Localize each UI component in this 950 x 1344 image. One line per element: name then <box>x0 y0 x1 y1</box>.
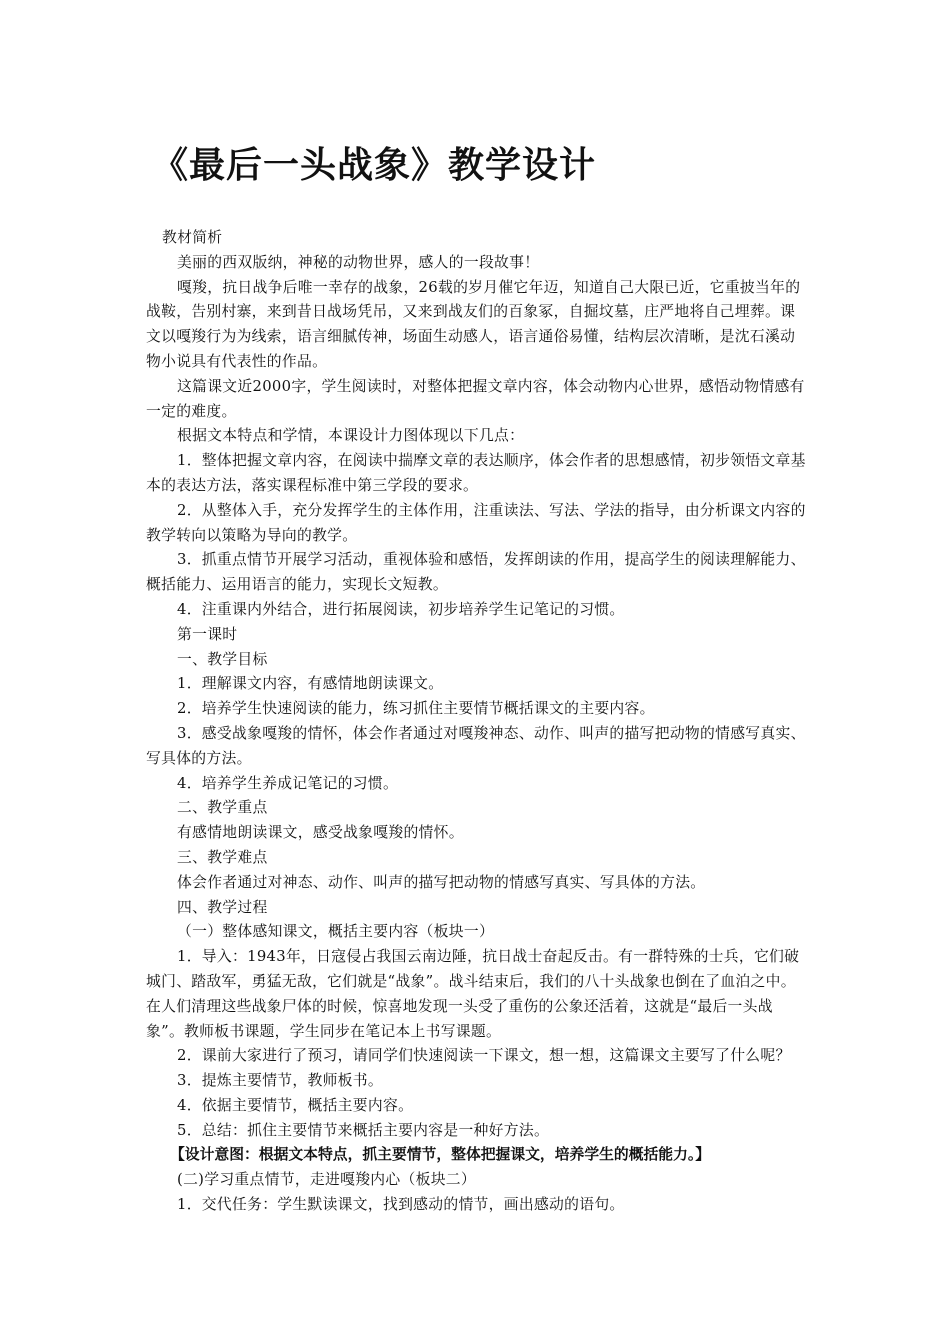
paragraph: 1．整体把握文章内容，在阅读中揣摩文章的表达顺序，体会作者的思想感情，初步领悟文章基本的表达方法，落实课程标准中第三学段的要求。 <box>146 452 806 494</box>
paragraph: 5．总结：抓住主要情节来概括主要内容是一种好方法。 <box>177 1121 550 1139</box>
paragraph: 二、教学重点 <box>177 799 268 817</box>
paragraph: 1．交代任务：学生默读课文，找到感动的情节，画出感动的语句。 <box>177 1196 625 1214</box>
paragraph: 一、教学目标 <box>177 650 268 668</box>
document-title: 《最后一头战象》教学设计 <box>152 145 597 186</box>
paragraph: 根据文本特点和学情，本课设计力图体现以下几点： <box>177 427 525 445</box>
paragraph: 2．从整体入手，充分发挥学生的主体作用，注重读法、写法、学法的指导，由分析课文内容的教学转向以策略为导向的教学。 <box>146 501 806 544</box>
paragraph: 教材简析 <box>162 229 223 246</box>
document-body <box>146 226 810 1218</box>
paragraph: 4．依据主要情节，概括主要内容。 <box>177 1096 414 1114</box>
paragraph: (二)学习重点情节，走进嘎羧内心（板块二） <box>177 1171 476 1189</box>
paragraph: 美丽的西双版纳，神秘的动物世界，感人的一段故事！ <box>177 253 540 271</box>
paragraph: 3．感受战象嘎羧的情怀，体会作者通过对嘎羧神态、动作、叫声的描写把动物的情感写真实、写具体的方法。 <box>146 724 806 767</box>
paragraph: 第一课时 <box>177 625 238 643</box>
paragraph: 体会作者通过对神态、动作、叫声的描写把动物的情感写真实、写具体的方法。 <box>177 873 706 891</box>
paragraph: 4．注重课内外结合，进行拓展阅读，初步培养学生记笔记的习惯。 <box>177 600 625 618</box>
paragraph: 这篇课文近2000字，学生阅读时，对整体把握文章内容，体会动物内心世界，感悟动物情感有一定的难度。 <box>146 377 805 420</box>
paragraph: 嘎羧，抗日战争后唯一幸存的战象，26载的岁月催它年迈，知道自己大限已近，它重披当年的战鞍，告别村寨，来到昔日战场凭吊，又来到战友们的百象冢，自掘坟墓，庄严地将自己埋葬。课文以嘎羧行为为线索，语言细腻传神，场面生动感人，语言通俗易懂，结构层次清晰，是沈石溪动物小说具有代表性的作品。 <box>146 278 801 370</box>
paragraph: 3．抓重点情节开展学习活动，重视体验和感悟，发挥朗读的作用，提高学生的阅读理解能力、概括能力、运用语言的能力，实现长文短教。 <box>146 551 806 594</box>
paragraph: 2．培养学生快速阅读的能力，练习抓住主要情节概括课文的主要内容。 <box>177 700 655 718</box>
paragraph: 3．提炼主要情节，教师板书。 <box>177 1072 383 1090</box>
paragraph: 4．培养学生养成记笔记的习惯。 <box>177 774 399 792</box>
paragraph: 有感情地朗读课文，感受战象嘎羧的情怀。 <box>177 824 464 842</box>
paragraph: （一）整体感知课文，概括主要内容（板块一） <box>177 923 495 941</box>
paragraph: 三、教学难点 <box>177 848 268 866</box>
paragraph: 1．理解课文内容，有感情地朗读课文。 <box>177 675 444 693</box>
design-intent-note: 【设计意图：根据文本特点，抓主要情节，整体把握课文，培养学生的概括能力。】 <box>170 1146 711 1164</box>
paragraph: 2．课前大家进行了预习，请同学们快速阅读一下课文，想一想，这篇课文主要写了什么呢？ <box>177 1047 791 1065</box>
paragraph: 1．导入：1943年，日寇侵占我国云南边陲，抗日战士奋起反击。有一群特殊的士兵，它们破城门、踏敌军，勇猛无敌，它们就是“战象”。战斗结束后，我们的八十头战象也倒在了血泊之中。在人们清理这些战象尸体的时候，惊喜地发现一头受了重伤的公象还活着，这就是“最后一头战象”。教师板书课题，学生同步在笔记本上书写课题。 <box>146 948 800 1040</box>
paragraph: 四、教学过程 <box>177 898 268 916</box>
